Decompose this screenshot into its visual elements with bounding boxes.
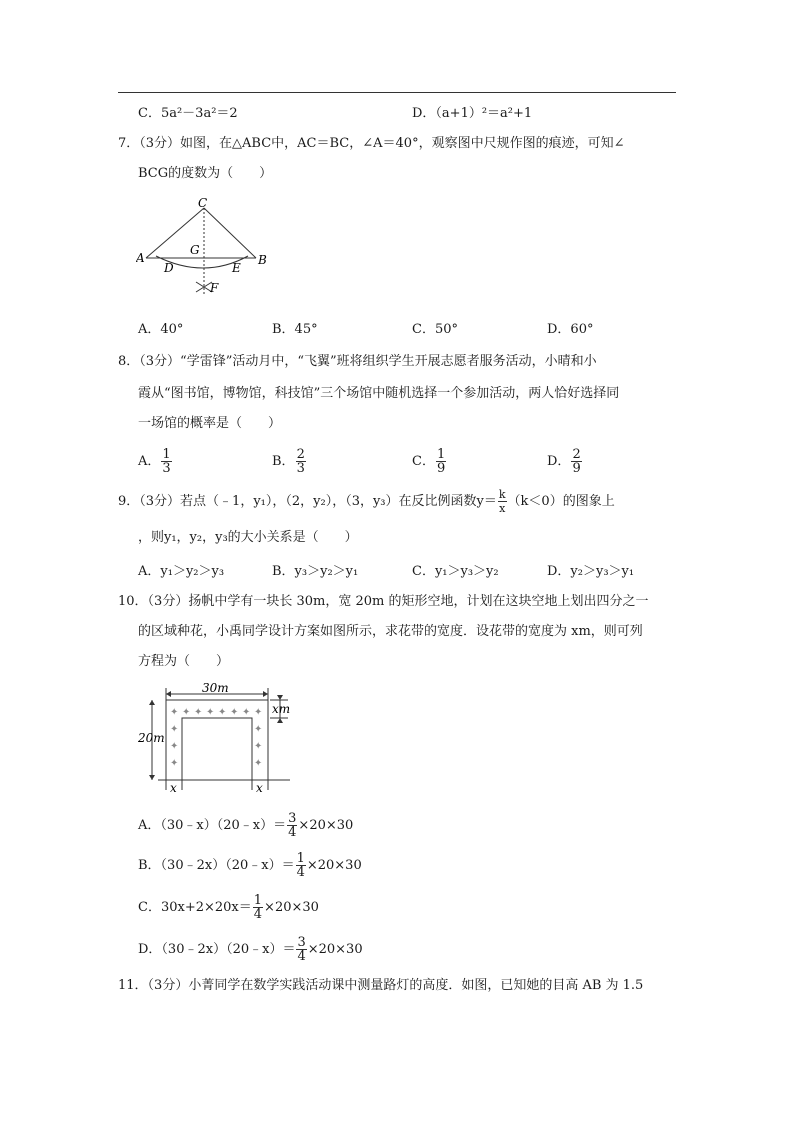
fig-x-left: x	[170, 781, 177, 795]
q7-option-b: B．45°	[272, 322, 318, 337]
q10-option-b: B．（30﹣2x）（20﹣x）＝ $\frac{1}{4}$ ×20×30	[138, 851, 362, 880]
q10-option-d: D．（30﹣2x）（20﹣x）＝ $\frac{3}{4}$ ×20×30	[138, 935, 363, 964]
q9-option-d: D．y₂＞y₃＞y₁	[547, 564, 635, 579]
label-g: G	[190, 243, 200, 257]
q8-option-b: B． $\frac{2}{3}$	[272, 447, 305, 476]
q10-figure	[138, 682, 298, 796]
q10-option-a: A．（30﹣x）（20﹣x）＝ $\frac{3}{4}$ ×20×30	[138, 811, 354, 840]
svg-text:✦: ✦	[170, 741, 179, 752]
svg-text:✦: ✦	[254, 707, 263, 718]
q9-option-b: B．y₃＞y₂＞y₁	[272, 564, 359, 579]
q9-stem-line2: ，则y₁，y₂，y₃的大小关系是（ ）	[138, 530, 358, 545]
q6-option-d: D．（a+1）²＝a²+1	[412, 106, 533, 121]
fig-width-label: 30m	[202, 682, 229, 695]
q7-stem-line2: BCG的度数为（ ）	[138, 166, 273, 181]
fig-xm-label: xm	[272, 702, 291, 716]
label-f: F	[210, 281, 219, 295]
q8-stem-line1: 8．（3分）“学雷锋”活动月中，“飞翼”班将组织学生开展志愿者服务活动，小晴和小	[118, 354, 597, 369]
svg-text:✦: ✦	[230, 707, 239, 718]
fig-height-label: 20m	[138, 731, 165, 745]
q11-stem-line1: 11．（3分）小菁同学在数学实践活动课中测量路灯的高度．如图，已知她的目高 AB 为 1.5	[118, 978, 644, 993]
label-b: B	[258, 253, 267, 267]
q7-option-d: D．60°	[547, 322, 594, 337]
label-d: D	[164, 261, 174, 275]
q7-stem-line1: 7．（3分）如图，在△ABC中，AC＝BC，∠A＝40°，观察图中尺规作图的痕迹，可知∠	[118, 136, 625, 151]
q6-option-c: C．5a²－3a²＝2	[138, 106, 238, 121]
svg-text:✦: ✦	[194, 707, 203, 718]
q8-option-a: A． $\frac{1}{3}$	[138, 447, 171, 476]
q8-option-d: D． $\frac{2}{9}$	[547, 447, 581, 476]
q9-stem-line1: 9．（3分）若点（﹣1，y₁），（2，y₂），（3，y₃）在反比例函数y＝ $\frac{k}{x}$ （k＜0）的图象上	[118, 488, 615, 515]
svg-text:✦: ✦	[170, 724, 179, 735]
svg-text:✦: ✦	[254, 758, 263, 769]
q10-stem-line1: 10．（3分）扬帆中学有一块长 30m，宽 20m 的矩形空地，计划在这块空地上划出四分之一	[118, 594, 649, 609]
q7-figure	[136, 196, 276, 302]
svg-text:✦: ✦	[254, 724, 263, 735]
q10-stem-line2: 的区域种花，小禹同学设计方案如图所示，求花带的宽度．设花带的宽度为 xm，则可列	[138, 624, 643, 639]
q8-stem-line2: 霞从“图书馆，博物馆，科技馆”三个场馆中随机选择一个参加活动，两人恰好选择同	[138, 386, 620, 401]
q7-option-c: C．50°	[412, 322, 458, 337]
svg-text:✦: ✦	[206, 707, 215, 718]
svg-text:✦: ✦	[254, 741, 263, 752]
svg-text:✦: ✦	[242, 707, 251, 718]
header-rule	[118, 92, 676, 93]
fig-x-right: x	[256, 781, 263, 795]
svg-text:✦: ✦	[182, 707, 191, 718]
label-e: E	[232, 261, 241, 275]
q8-stem-line3: 一场馆的概率是（ ）	[138, 416, 282, 431]
q8-option-c: C． $\frac{1}{9}$	[412, 447, 446, 476]
svg-text:✦: ✦	[218, 707, 227, 718]
svg-text:✦: ✦	[170, 758, 179, 769]
q10-stem-line3: 方程为（ ）	[138, 654, 230, 669]
q7-option-a: A．40°	[138, 322, 184, 337]
label-a: A	[136, 251, 145, 265]
q9-option-a: A．y₁＞y₂＞y₃	[138, 564, 225, 579]
svg-text:✦: ✦	[170, 707, 179, 718]
label-c: C	[198, 196, 208, 210]
q10-option-c: C．30x+2×20x＝ $\frac{1}{4}$ ×20×30	[138, 893, 319, 922]
q9-option-c: C．y₁＞y₃＞y₂	[412, 564, 499, 579]
